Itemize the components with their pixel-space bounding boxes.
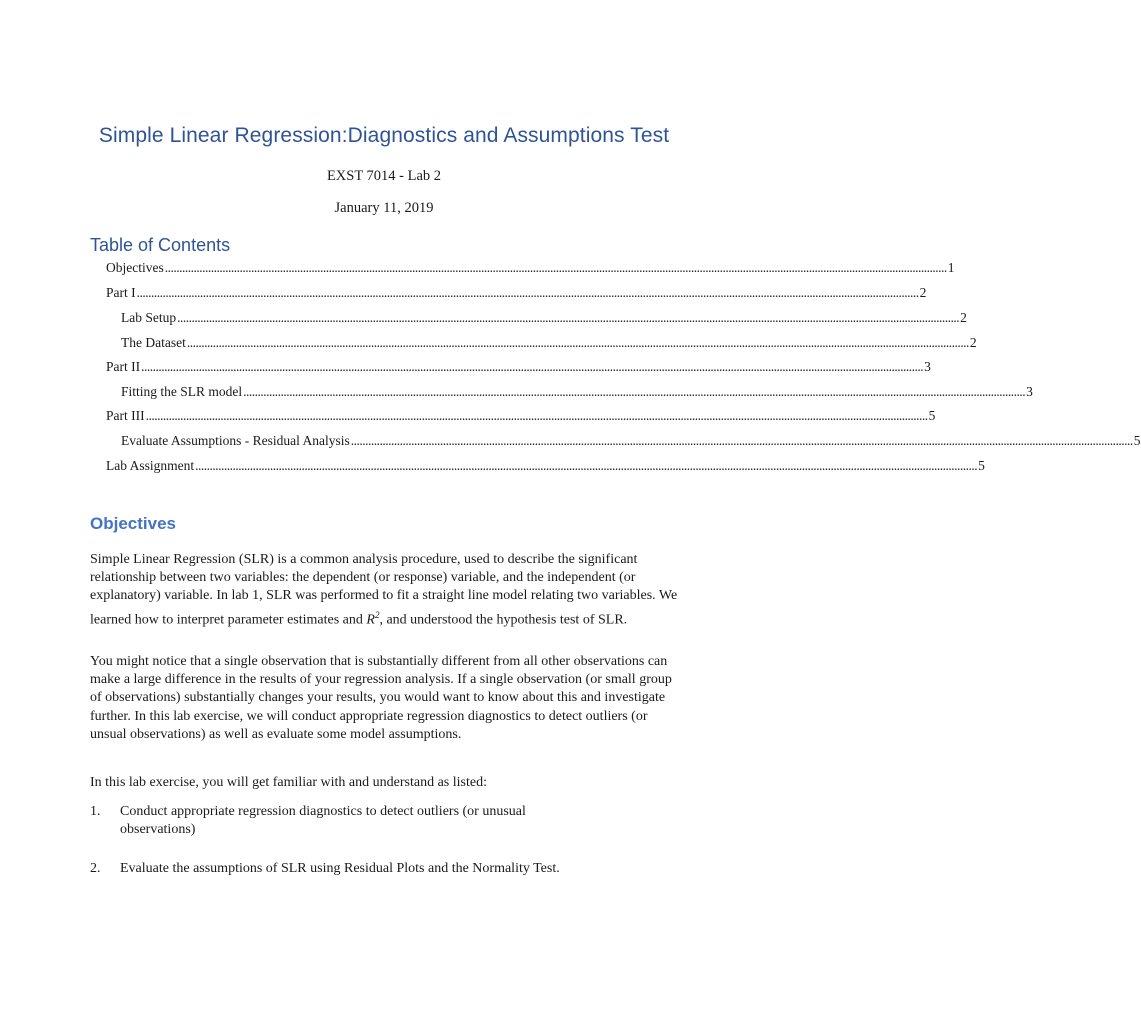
toc-leader-dots: ................................................................................................................................................................................................................................................................................: [145, 408, 928, 423]
toc-entry-evaluate-assumptions[interactable]: [121, 433, 1141, 451]
toc-entry-page: 5: [978, 458, 985, 473]
toc-entry-objectives[interactable]: [106, 260, 955, 278]
toc-leader-dots: ................................................................................................................................................................................................................................................................................: [350, 433, 1133, 448]
toc-leader-dots: ................................................................................................................................................................................................................................................................................: [243, 384, 1026, 399]
toc-entry-label: Fitting the SLR model: [121, 384, 243, 399]
toc-entry-label: Evaluate Assumptions - Residual Analysis: [121, 433, 350, 448]
toc-heading: Table of Contents: [90, 235, 231, 255]
objectives-heading: Objectives: [90, 514, 176, 533]
toc-entry-the-dataset[interactable]: [121, 335, 977, 353]
toc-leader-dots: ................................................................................................................................................................................................................................................................................: [177, 310, 960, 325]
list-text: Evaluate the assumptions of SLR using Residual Plots and the Normality Test.: [120, 861, 560, 876]
toc-entry-label: Part II: [106, 359, 141, 374]
list-number: 1.: [90, 804, 101, 819]
toc-leader-dots: ................................................................................................................................................................................................................................................................................: [195, 458, 978, 473]
toc-entry-page: 5: [1133, 433, 1141, 448]
toc-entry-page: 3: [1026, 384, 1033, 399]
list-number: 2.: [90, 861, 101, 876]
toc-entry-fitting-slr-model[interactable]: [121, 384, 1033, 402]
r-squared-symbol: R: [366, 612, 375, 628]
toc-entry-page: 2: [960, 310, 967, 325]
toc-entry-label: Lab Setup: [121, 310, 177, 325]
toc-entry-part-ii[interactable]: [106, 359, 931, 377]
toc-entry-page: 1: [947, 260, 955, 275]
toc-leader-dots: ................................................................................................................................................................................................................................................................................: [136, 285, 919, 300]
toc-entry-page: 5: [928, 408, 936, 423]
objectives-paragraph-3: In this lab exercise, you will get familiar with and understand as listed:: [90, 775, 487, 790]
toc-entry-page: 2: [919, 285, 927, 300]
superscript-two: 2: [374, 609, 380, 620]
list-item: [90, 803, 680, 839]
date-subtitle: January 11, 2019: [334, 200, 434, 216]
toc-entry-part-iii[interactable]: [106, 408, 936, 426]
toc-leader-dots: ................................................................................................................................................................................................................................................................................: [186, 335, 969, 350]
course-subtitle: EXST 7014 - Lab 2: [326, 168, 442, 184]
toc-entry-lab-assignment[interactable]: [106, 458, 985, 476]
toc-leader-dots: ................................................................................................................................................................................................................................................................................: [141, 359, 924, 374]
document-title: Simple Linear Regression:Diagnostics and Assumptions Test: [98, 124, 670, 147]
objectives-paragraph-1: [90, 551, 680, 629]
paragraph-text: , and understood the hypothesis test of SLR.: [379, 612, 628, 628]
list-text: Conduct appropriate regression diagnostics to detect outliers (or unusual observations): [120, 804, 526, 838]
toc-entry-label: The Dataset: [121, 335, 186, 350]
objectives-paragraph-2: You might notice that a single observation that is substantially different from all other observations can make a large difference in the results of your regression analysis. If a single observation (or small group of observations) substantially changes your results, you would want to know about this and investigate further. In this lab exercise, we will conduct appropriate regression diagnostics to detect outliers (or unsual observations) as well as evaluate some model assumptions.: [90, 654, 672, 742]
toc-entry-page: 3: [924, 359, 931, 374]
toc-entry-page: 2: [969, 335, 977, 350]
list-item: [90, 860, 680, 878]
toc-entry-label: Part I: [106, 285, 136, 300]
paragraph-text: Simple Linear Regression (SLR) is a common analysis procedure, used to describe the significant relationship between two variables: the dependent (or response) variable, and the independent (or explanatory) variable. In lab 1, SLR was performed to fit a straight line model relating two variables. We learned how to interpret parameter estimates and: [90, 552, 678, 628]
toc-entry-label: Part III: [106, 408, 145, 423]
toc-entry-part-i[interactable]: [106, 285, 927, 303]
toc-entry-label: Lab Assignment: [106, 458, 195, 473]
toc-entry-label: Objectives: [106, 260, 164, 275]
toc-leader-dots: ................................................................................................................................................................................................................................................................................: [164, 260, 947, 275]
toc-entry-lab-setup[interactable]: [121, 310, 967, 328]
